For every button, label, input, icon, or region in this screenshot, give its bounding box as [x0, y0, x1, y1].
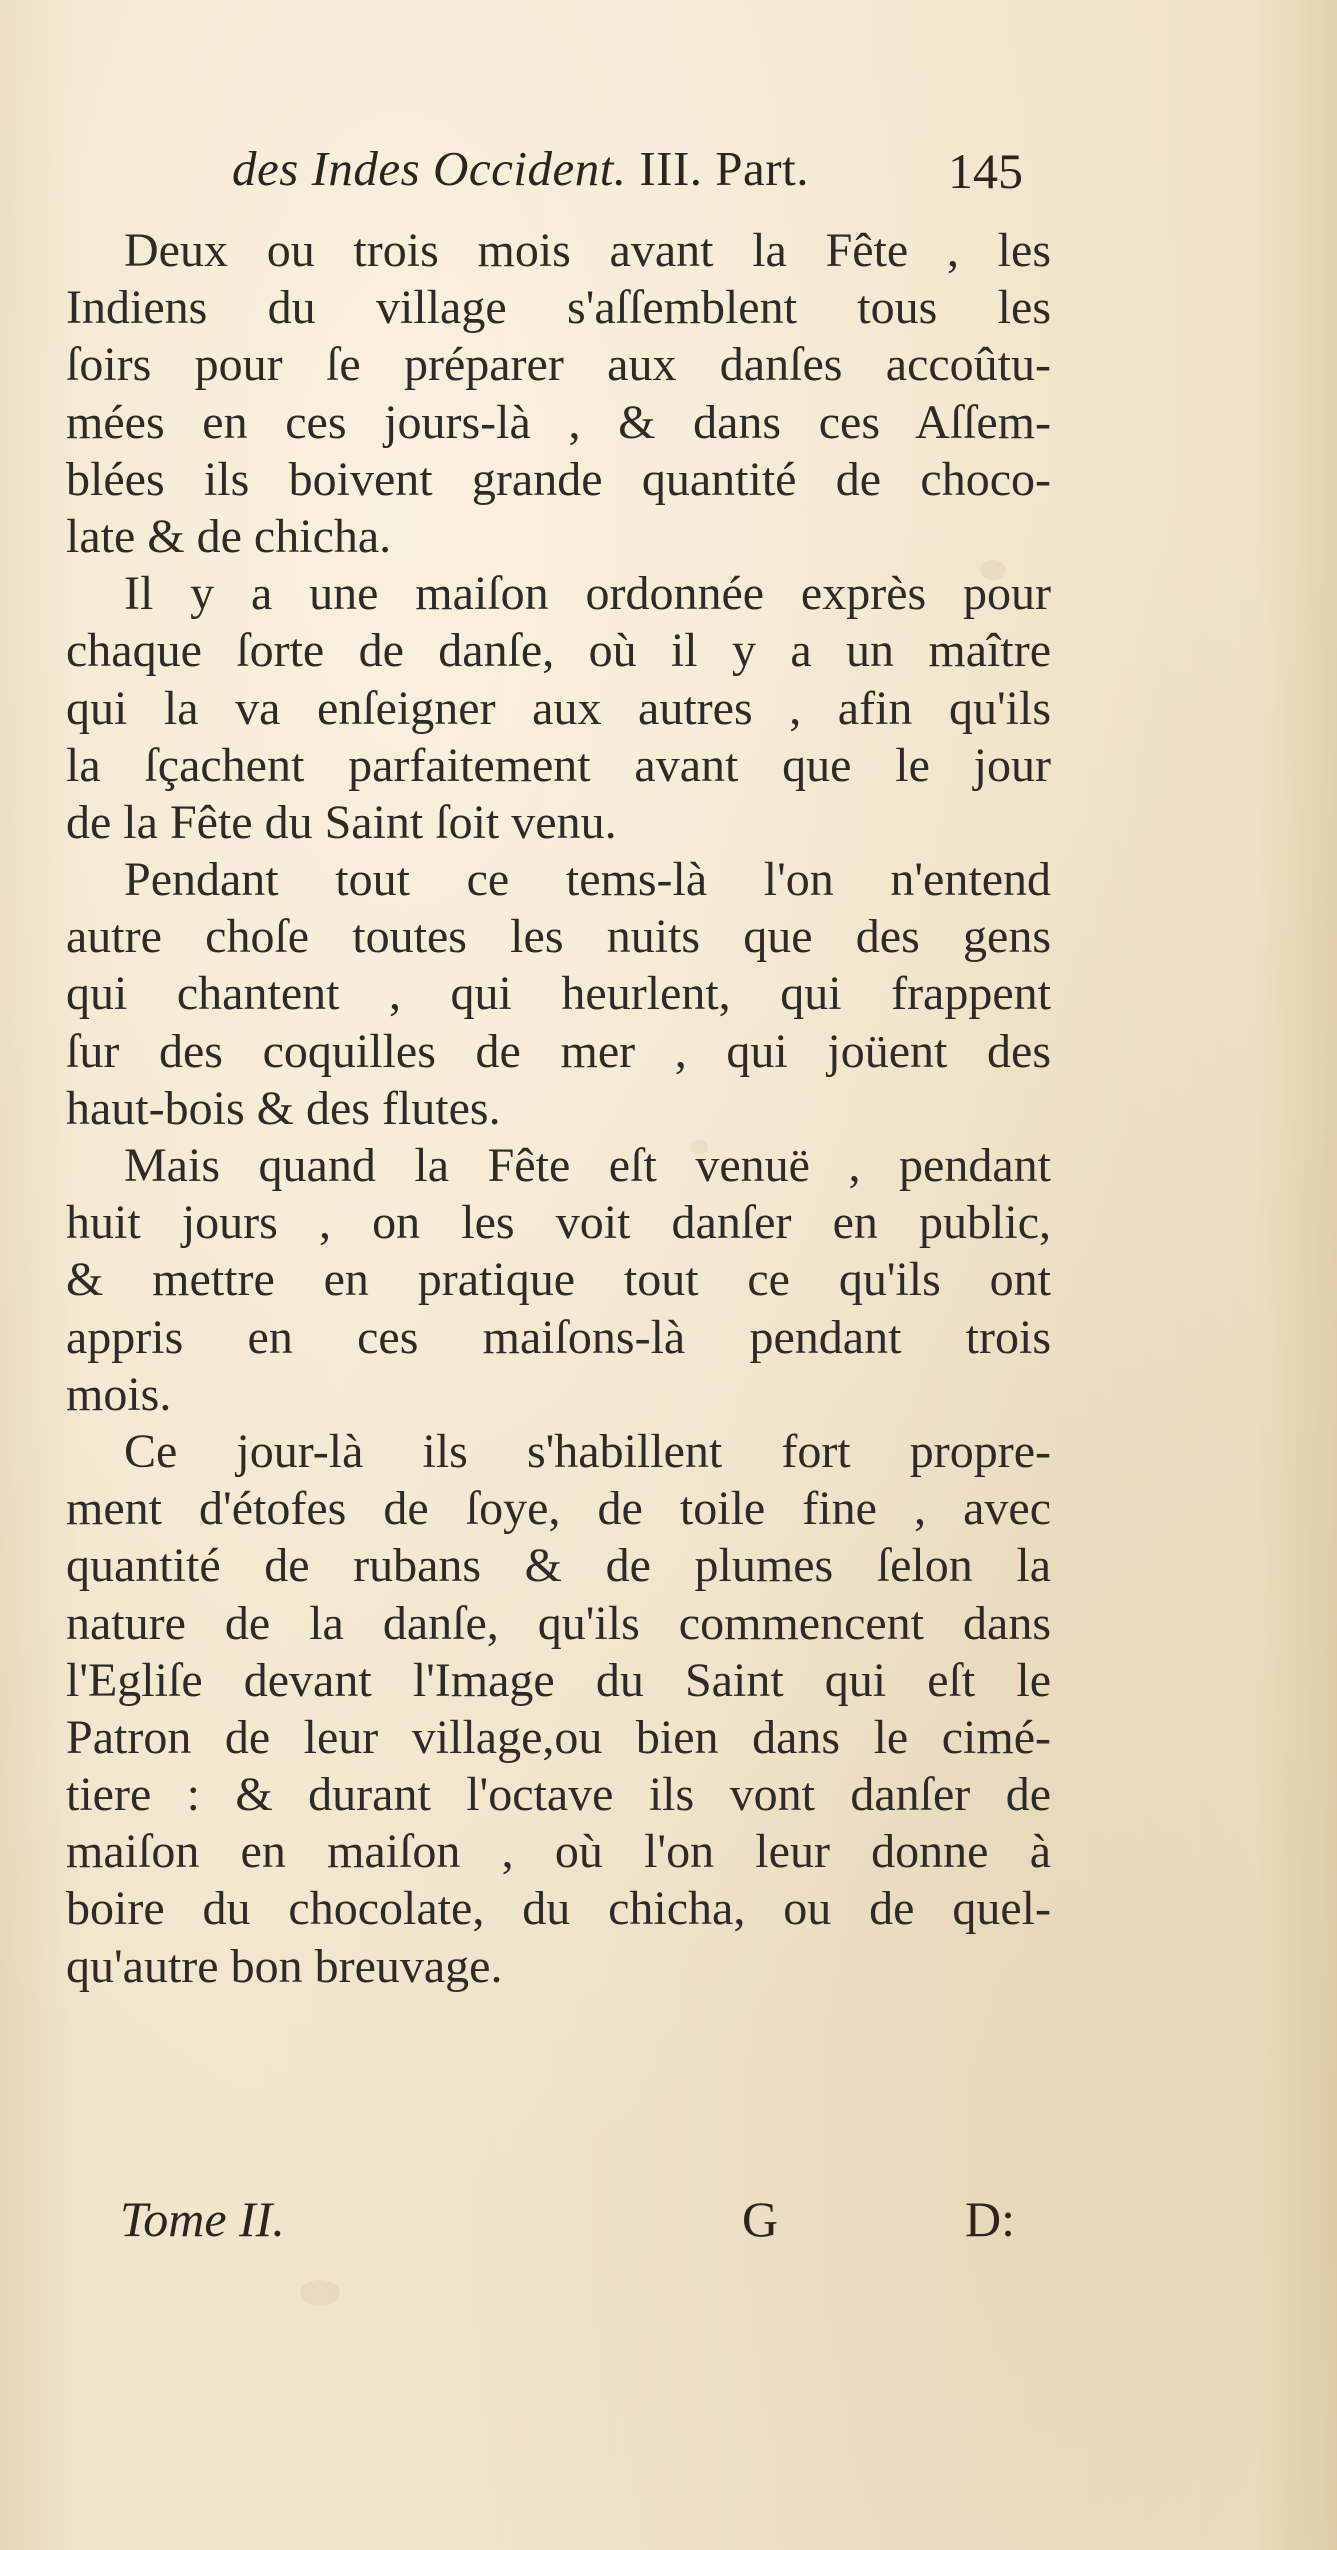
page-header — [0, 140, 1337, 210]
text-line: nature de la danſe, qu'ils commencent dans — [66, 1596, 1051, 1650]
signature-mark: G — [742, 2191, 779, 2247]
running-head-part: III. Part. — [639, 141, 809, 196]
text-line: qui chantent , qui heurlent, qui frappent — [66, 967, 1051, 1021]
text-line: mées en ces jours-là , & dans ces Aſſem- — [66, 395, 1051, 449]
text-line: huit jours , on les voit danſer en public, — [66, 1196, 1051, 1250]
text-line: Indiens du village s'aſſemblent tous les — [66, 281, 1051, 335]
body-text — [66, 222, 1051, 1995]
text-line: qui la va enſeigner aux autres , afin qu'ils — [66, 681, 1051, 735]
text-line: boire du chocolate, du chicha, ou de quel- — [66, 1882, 1051, 1936]
text-line: Ce jour-là ils s'habillent fort propre- — [124, 1424, 1051, 1478]
text-line: chaque ſorte de danſe, où il y a un maître — [66, 624, 1051, 678]
text-line: Il y a une maiſon ordonnée exprès pour — [124, 567, 1051, 621]
text-line: quantité de rubans & de plumes ſelon la — [66, 1539, 1051, 1593]
text-line: appris en ces maiſons-là pendant trois — [66, 1310, 1051, 1364]
text-line: Patron de leur village,ou bien dans le cimé- — [66, 1710, 1051, 1764]
text-line: de la Fête du Saint ſoit venu. — [66, 795, 617, 849]
catchword: D: — [965, 2191, 1015, 2247]
text-line: autre choſe toutes les nuits que des gens — [66, 910, 1051, 964]
text-line: Mais quand la Fête eſt venuë , pendant — [124, 1139, 1051, 1192]
text-line: Pendant tout ce tems-là l'on n'entend — [124, 853, 1051, 907]
text-line: haut-bois & des flutes. — [66, 1081, 501, 1135]
foxing-spot — [300, 2280, 340, 2306]
volume-label: Tome II. — [120, 2191, 285, 2247]
text-line: late & de chicha. — [66, 509, 392, 563]
text-line: mois. — [66, 1367, 172, 1421]
text-line: tiere : & durant l'octave ils vont danſer de — [66, 1768, 1051, 1822]
text-line: Deux ou trois mois avant la Fête , les — [124, 224, 1051, 277]
page-footer — [0, 2190, 1337, 2250]
text-line: l'Egliſe devant l'Image du Saint qui eſt le — [66, 1653, 1051, 1707]
text-line: maiſon en maiſon , où l'on leur donne à — [66, 1825, 1051, 1879]
running-head — [232, 140, 809, 197]
text-line: ſur des coquilles de mer , qui joüent des — [66, 1024, 1051, 1078]
text-line: la ſçachent parfaitement avant que le jour — [66, 738, 1051, 792]
page-number: 145 — [948, 143, 1023, 199]
text-line: ment d'étofes de ſoye, de toile fine , avec — [66, 1482, 1051, 1536]
text-line: ſoirs pour ſe préparer aux danſes accoûtu- — [66, 338, 1051, 392]
text-line: blées ils boivent grande quantité de choco- — [66, 452, 1051, 506]
text-line: qu'autre bon breuvage. — [66, 1939, 503, 1993]
text-line: & mettre en pratique tout ce qu'ils ont — [66, 1253, 1051, 1307]
running-head-title: des Indes Occident. — [232, 141, 627, 196]
